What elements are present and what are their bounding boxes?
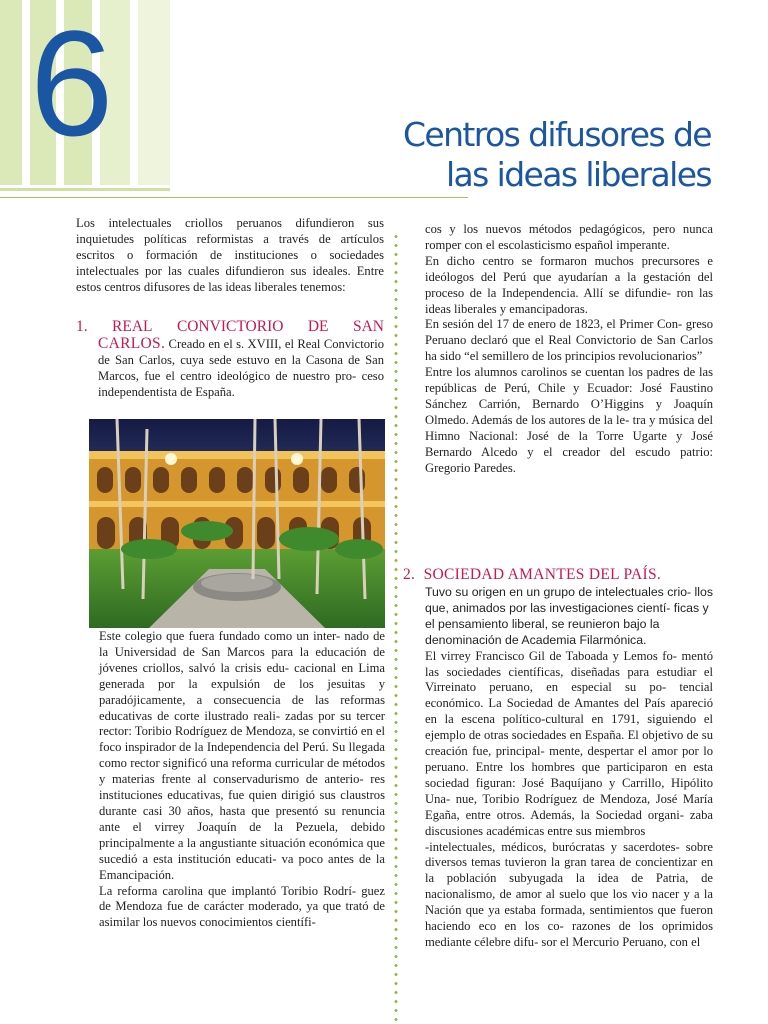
paragraph: En dicho centro se formaron muchos precursores e ideólogos del Perú que ayudarían a la gestación del proceso de la Independencia. Allí se difundie- ron las ideas liberales y emancipadoras. [425, 253, 713, 316]
right-column [425, 222, 713, 477]
section-2-body [425, 585, 713, 951]
paragraph: Este colegio que fuera fundado como un inter- nado de la Universidad de San Marcos para la educación de jóvenes criollos, salvó la crisis edu- cacional en Lima generada por la expulsión de los jesuitas y paradójicamente, a consecuencia de las reformas educativas de corte ilustrado reali- zadas por su tercer rector: Toribio Rodríguez de Mendoza, se convirtió en el foco inspirador de la Independencia del Perú. Su llegada como rector significó una reforma curricular de métodos y materias frente al conservadurismo de anterio- res instituciones educativas, fue quien dirigió sus claustros durante casi 30 años, hasta que presentó su renuncia ante el virrey Joaquín de la Pezuela, debido principalmente a la angustiante situación económica que sucedió a esta institución educati- va poco antes de la Emancipación. [99, 629, 386, 882]
section-2-title: SOCIEDAD AMANTES DEL PAÍS. [423, 566, 662, 583]
intro-paragraph: Los intelectuales criollos peruanos difundieron sus inquietudes políticas reformistas a través de artículos escritos o formación de instituciones o sociedades intelectuales por las cuales difundieron sus ideales. Entre estos centros difusores de las ideas liberales tenemos: [76, 216, 384, 294]
section-2 [403, 566, 713, 951]
paragraph: cos y los nuevos métodos pedagógicos, pero nunca romper con el escolasticismo español imperante. [425, 222, 713, 252]
section-1-word: CONVICTORIO [176, 318, 284, 335]
section-1-continued [99, 629, 385, 931]
title-line-1: Centros difusores de [402, 115, 711, 154]
paragraph: Entre los alumnos carolinos se cuentan los padres de las repúblicas de Perú, Chile y Ecuador: José Faustino Sánchez Carrión, Bernardo O’Higgins y Joaquín Olmedo. Además de los autores de la le- tra y música del Himno Nacional: José de la Torre Ugarte y José Bernardo Alcedo y el creador del escudo patrio: Gregorio Paredes. [425, 365, 713, 475]
paragraph: La reforma carolina que implantó Toribio Rodrí- guez de Mendoza fue de carácter moderado, ya que trató de asimilar los nuevos conocimientos científi- [99, 883, 385, 930]
courtyard-photo [89, 419, 385, 628]
page-title [403, 115, 711, 195]
section-1-word: SAN [352, 318, 384, 335]
paragraph: El virrey Francisco Gil de Taboada y Lemos fo- mentó las sociedades científicas, diseñadas para estudiar el Virreinato peruano, en especial su po- tencial económico. La Sociedad de Amantes del País apareció en la escena político-cultural en 1791, siguiendo el ejemplo de otras sociedades en España. El objetivo de su creación fue, principal- mente, despertar el amor por lo peruano. Entre los hombres que participaron en esta sociedad figuran: José Baquíjano y Carrillo, Hipólito Una- nue, Toribio Rodríguez de Mendoza, José María Egaña, entre otros. Además, la Sociedad organi- zaba discusiones académicas entre sus miembros [425, 648, 713, 838]
paragraph: -intelectuales, médicos, burócratas y sacerdotes- sobre diversos temas tuvieron la gran tarea de concientizar en la población subyugada la idea de Patria, de nacionalismo, de amor al suelo que los vio nacer y a la Nación que ya estaba formada, sentimientos que fueron haciendo eco en los co- razones de los oprimidos mediante célebre difu- sor el Mercurio Peruano, con el [425, 839, 713, 949]
section-1-word: REAL [112, 318, 153, 335]
chapter-number: 6 [30, 0, 114, 167]
section-1-body [98, 335, 384, 401]
section-1 [76, 318, 384, 401]
section-1-heading [76, 318, 384, 335]
section-1-heading-cont: CARLOS. [98, 335, 166, 352]
paragraph: Tuvo su origen en un grupo de intelectuales crio- llos que, animados por las investigaciones cientí- ficas y el pensamiento liberal, se reunieron bajo la denominación de Academia Filarmónica. [425, 585, 714, 647]
section-1-word: DE [307, 318, 329, 335]
section-2-number: 2. [403, 566, 416, 583]
section-1-number: 1. [76, 318, 88, 335]
column-divider [394, 232, 398, 1022]
title-divider [0, 197, 468, 198]
title-line-2: las ideas liberales [445, 155, 711, 194]
section-2-heading [403, 566, 713, 583]
paragraph: En sesión del 17 de enero de 1823, el Primer Con- greso Peruano declaró que el Real Convictorio de San Carlos ha sido “el semillero de los principios revolucionarios” [425, 317, 713, 364]
section-1-intro-text: Creado en el s. XVIII, el Real Convictorio de San Carlos, cuya sede estuvo en la Casona de San Marcos, fue el centro ideológico de nuestro pro- ceso independentista de España. [98, 337, 384, 399]
